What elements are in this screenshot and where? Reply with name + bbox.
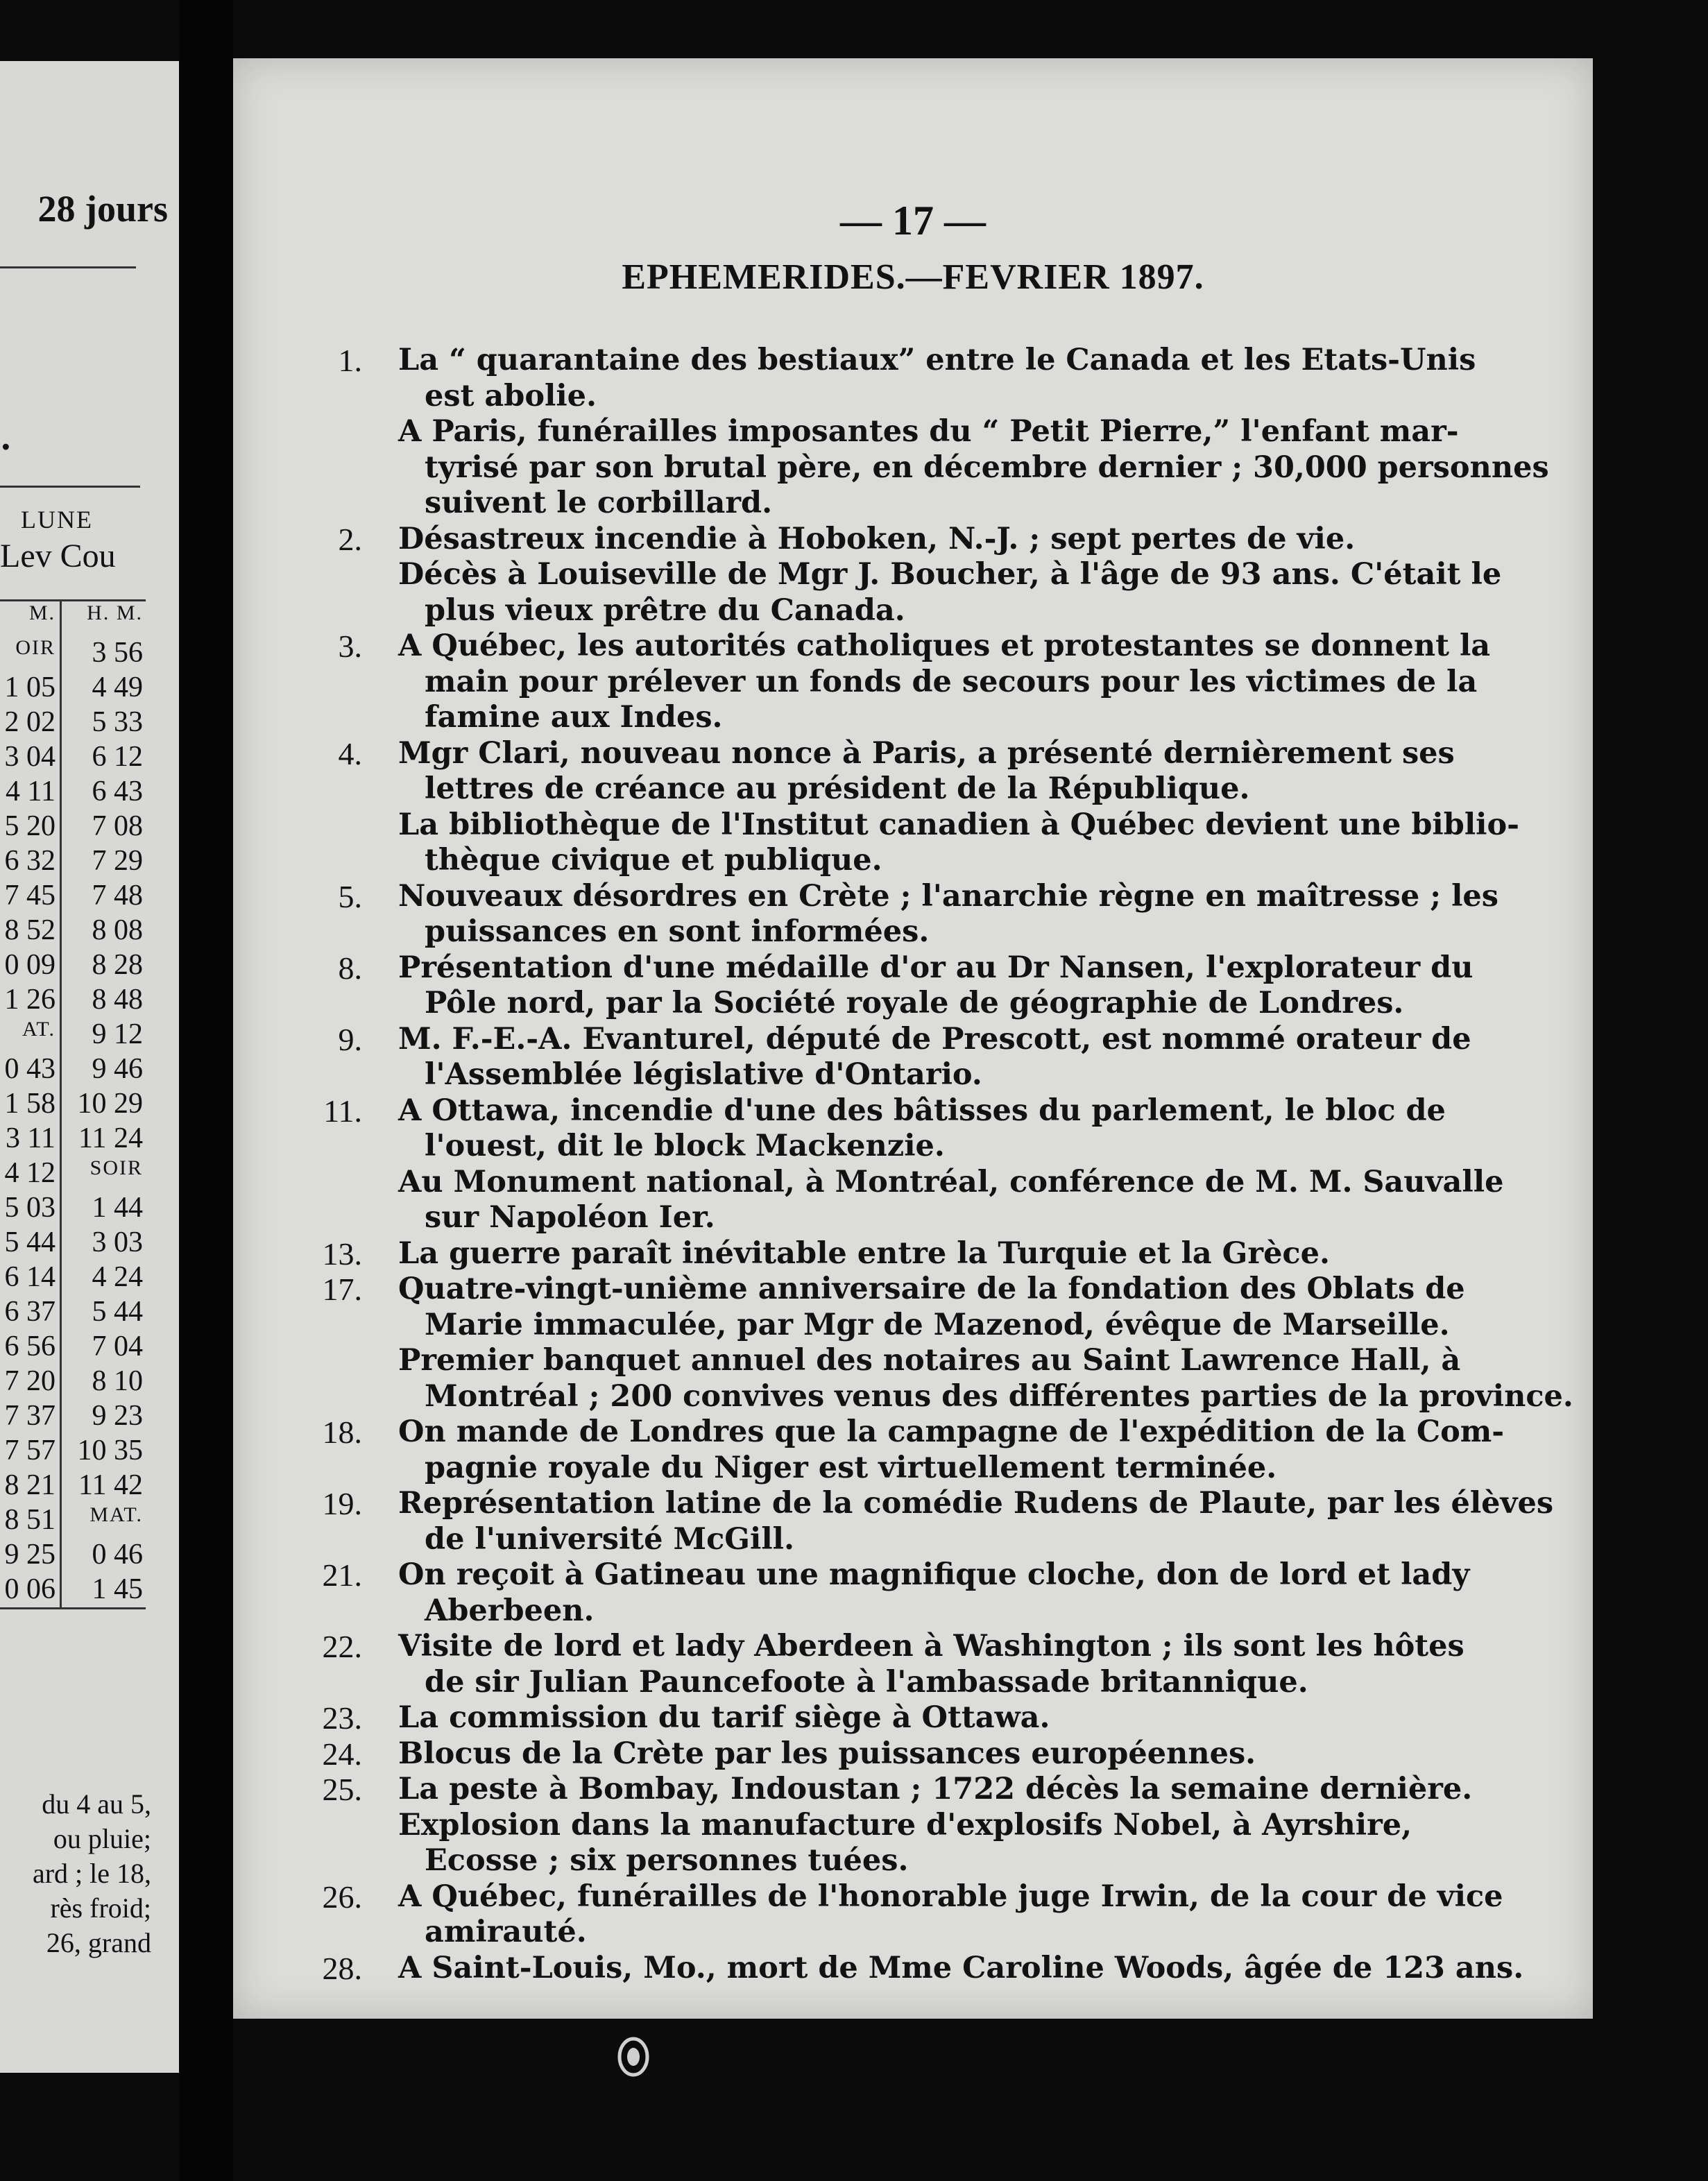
ephemeris-entry: [301, 343, 1549, 522]
moon-table-cell: 3 04: [4, 741, 55, 773]
entry-paragraph: [398, 1093, 1536, 1165]
entry-line: Explosion dans la manufacture d'explosifs Nobel, à Ayrshire,: [398, 1807, 1412, 1842]
moon-table-cell: 8 48: [92, 984, 143, 1016]
moon-table-cell: 9 12: [92, 1018, 143, 1050]
moon-table-cell: 4 49: [92, 672, 143, 703]
left-note-line: 26, grand: [46, 1927, 151, 1958]
entry-paragraph: [398, 1414, 1536, 1486]
ephemeris-entry: [301, 1951, 1536, 1987]
moon-table-cell: 1 45: [92, 1573, 143, 1605]
moon-table-row: [0, 1087, 146, 1122]
entry-paragraph: [398, 1629, 1536, 1700]
moon-table-cell: 4 12: [4, 1157, 55, 1189]
entry-paragraph: [398, 522, 1536, 558]
entry-line: La bibliothèque de l'Institut canadien à Québec devient une biblio-: [398, 807, 1520, 842]
book-binding-gutter: [179, 0, 233, 2181]
moon-table-row: [0, 1052, 146, 1087]
ephemeris-entry: [301, 1093, 1536, 1236]
moon-table-row: [0, 914, 146, 948]
page-number: — 17 —: [840, 198, 986, 243]
entry-paragraph: [398, 343, 1536, 414]
ephemerides-list: [301, 343, 1573, 1986]
moon-table-row: [0, 948, 146, 983]
entry-line: Au Monument national, à Montréal, conférence de M. M. Sauvalle: [398, 1164, 1504, 1199]
moon-table-cell: 7 45: [4, 880, 55, 912]
moon-table-row: [0, 844, 146, 879]
left-page-header: 28 jours: [37, 188, 168, 230]
moon-table-cell: 0 09: [4, 949, 55, 981]
entry-line: thèque civique et publique.: [425, 843, 882, 878]
left-page-dot: .: [0, 419, 12, 458]
entry-date: 26.: [322, 1879, 362, 1915]
entry-line: La peste à Bombay, Indoustan ; 1722 décès la semaine dernière.: [398, 1772, 1473, 1806]
entry-line: Aberbeen.: [425, 1593, 595, 1628]
moon-table-cell: 11 24: [78, 1122, 143, 1154]
left-header-rule: [0, 266, 136, 268]
lune-label: LUNE: [21, 506, 93, 533]
left-note-line: du 4 au 5,: [42, 1788, 151, 1820]
ephemeris-entry: [301, 950, 1536, 1022]
moon-table-row: [0, 1191, 146, 1226]
entry-date: 2.: [338, 521, 362, 557]
entry-paragraph: [398, 736, 1536, 807]
ephemeris-entry: [301, 1414, 1536, 1486]
entry-line: A Québec, funérailles de l'honorable juge Irwin, de la cour de vice: [398, 1879, 1503, 1914]
entry-line: La guerre paraît inévitable entre la Turquie et la Grèce.: [398, 1235, 1330, 1271]
printer-ornament-icon: [615, 2034, 652, 2080]
entry-line: A Québec, les autorités catholiques et protestantes se donnent la: [398, 628, 1491, 663]
ephemeris-entry: [301, 1629, 1536, 1700]
moon-table-row: [0, 1365, 146, 1399]
entry-paragraph: [398, 1951, 1536, 1987]
entry-line: Premier banquet annuel des notaires au Saint Lawrence Hall, à: [398, 1343, 1461, 1378]
moon-table-row: [0, 1260, 146, 1295]
moon-table-cell: 8 08: [92, 914, 143, 946]
entry-paragraph: [398, 1165, 1536, 1236]
entry-line: est abolie.: [425, 378, 597, 413]
entry-line: A Saint-Louis, Mo., mort de Mme Caroline Woods, âgée de 123 ans.: [398, 1950, 1524, 1985]
moon-table-cell: 5 03: [4, 1192, 55, 1224]
moon-table-cell: 6 12: [92, 741, 143, 773]
ephemeris-entry: [301, 1486, 1554, 1557]
moon-table-cell: 9 25: [4, 1539, 55, 1571]
moon-table-cell: 10 29: [77, 1088, 143, 1120]
entry-line: sur Napoléon Ier.: [425, 1200, 715, 1235]
ephemeris-entry: [301, 736, 1536, 879]
moon-table-row: [0, 1156, 146, 1191]
moon-table-cell: 6 37: [4, 1296, 55, 1328]
moon-table-cell: 6 32: [4, 845, 55, 877]
entry-paragraph: [398, 557, 1536, 628]
entry-paragraph: [398, 1343, 1573, 1414]
entry-line: Marie immaculée, par Mgr de Mazenod, évêque de Marseille.: [425, 1307, 1450, 1342]
entry-line: de sir Julian Pauncefoote à l'ambassade britannique.: [425, 1664, 1308, 1700]
moon-table-row: [0, 983, 146, 1018]
entry-date: 19.: [322, 1486, 362, 1521]
entry-paragraph: [398, 807, 1536, 879]
moon-table-header-cell: M.: [28, 601, 55, 624]
moon-table-cell: 4 11: [6, 776, 55, 807]
moon-table-row: [0, 1573, 146, 1607]
moon-table-row: [0, 1226, 146, 1260]
entry-date: 9.: [338, 1021, 362, 1057]
entry-line: On reçoit à Gatineau une magnifique cloche, don de lord et lady: [398, 1557, 1470, 1592]
entry-line: Désastreux incendie à Hoboken, N.-J. ; sept pertes de vie.: [398, 521, 1356, 556]
entry-line: La “ quarantaine des bestiaux” entre le Canada et les Etats-Unis: [398, 343, 1476, 377]
entry-line: Visite de lord et lady Aberdeen à Washington ; ils sont les hôtes: [398, 1629, 1464, 1663]
entry-date: 5.: [338, 878, 362, 914]
moon-table-cell: 7 20: [4, 1365, 55, 1397]
entry-date: 1.: [338, 343, 362, 378]
entry-line: La commission du tarif siège à Ottawa.: [398, 1700, 1050, 1735]
entry-line: M. F.-E.-A. Evanturel, député de Prescott, est nommé orateur de: [398, 1021, 1471, 1057]
left-note-line: rès froid;: [50, 1892, 151, 1924]
moon-table-cell: 2 02: [4, 706, 55, 738]
entry-line: Quatre-vingt-unième anniversaire de la fondation des Oblats de: [398, 1272, 1465, 1306]
entry-line: l'ouest, dit le block Mackenzie.: [425, 1129, 945, 1163]
moon-table-row: [0, 705, 146, 740]
moon-table-cell: 9 23: [92, 1400, 143, 1432]
moon-table-cell: 0 46: [92, 1539, 143, 1571]
moon-table-row: [0, 879, 146, 914]
moon-table-header-cell: H. M.: [87, 601, 143, 624]
entry-date: 8.: [338, 950, 362, 986]
moon-table-cell: 7 57: [4, 1435, 55, 1466]
moon-table-cell: 10 35: [77, 1435, 143, 1466]
entry-date: 17.: [322, 1272, 362, 1307]
left-table-top-rule: [0, 486, 140, 488]
ephemeris-entry: [301, 1022, 1536, 1093]
entry-paragraph: [398, 1808, 1536, 1879]
moon-table-row: [0, 1330, 146, 1365]
moon-table-cell: 6 56: [4, 1331, 55, 1362]
moon-table-cell: OIR: [15, 636, 55, 659]
moon-table-row: [0, 740, 146, 775]
ephemeris-entry: [301, 1879, 1536, 1951]
moon-table-cell: 7 37: [4, 1400, 55, 1432]
entry-line: A Paris, funérailles imposantes du “ Petit Pierre,” l'enfant mar-: [398, 414, 1459, 449]
ephemeris-entry: [301, 628, 1536, 736]
entry-line: main pour prélever un fonds de secours pour les victimes de la: [425, 664, 1478, 699]
entry-date: 3.: [338, 628, 362, 664]
entry-line: de l'université McGill.: [425, 1521, 794, 1557]
moon-table-row: [0, 671, 146, 705]
moon-table-row: [0, 1538, 146, 1573]
entry-line: Ecosse ; six personnes tuées.: [425, 1843, 909, 1878]
moon-table-cell: 7 08: [92, 810, 143, 842]
entry-line: Décès à Louiseville de Mgr J. Boucher, à l'âge de 93 ans. C'était le: [398, 557, 1502, 592]
moon-table-cell: 8 10: [92, 1365, 143, 1397]
entry-line: tyrisé par son brutal père, en décembre dernier ; 30,000 personnes: [425, 450, 1549, 485]
entry-line: On mande de Londres que la campagne de l'expédition de la Com-: [398, 1414, 1505, 1449]
moon-table-cell: 8 21: [4, 1469, 55, 1501]
entry-line: Présentation d'une médaille d'or au Dr Nansen, l'explorateur du: [398, 950, 1474, 985]
moon-table-cell: MAT.: [89, 1503, 143, 1526]
moon-table-cell: 0 06: [4, 1573, 55, 1605]
ephemeris-entry: [301, 1272, 1573, 1414]
entry-paragraph: [398, 1272, 1536, 1343]
ephemerides-page: [233, 58, 1593, 2019]
moon-table-cell: 4 24: [92, 1261, 143, 1293]
entry-line: Blocus de la Crète par les puissances européennes.: [398, 1736, 1256, 1771]
entry-paragraph: [398, 1879, 1536, 1951]
moon-table-cell: 5 44: [92, 1296, 143, 1328]
entry-paragraph: [398, 1236, 1536, 1272]
moon-table-cell: 7 29: [92, 845, 143, 877]
moon-table-row: [0, 1018, 146, 1052]
ephemeris-entry: [301, 1772, 1536, 1879]
entry-paragraph: [398, 1022, 1536, 1093]
entry-date: 18.: [322, 1414, 362, 1450]
moon-table-row: [0, 1122, 146, 1156]
moon-table-row: [0, 1469, 146, 1503]
moon-table-row: [0, 1399, 146, 1434]
moon-table-row: [0, 810, 146, 844]
entry-paragraph: [398, 1486, 1554, 1557]
page-title: EPHEMERIDES.—FEVRIER 1897.: [622, 257, 1204, 297]
entry-line: plus vieux prêtre du Canada.: [425, 592, 905, 628]
ephemeris-entry: [301, 1700, 1536, 1736]
entry-paragraph: [398, 879, 1536, 950]
entry-line: lettres de créance au président de la République.: [425, 771, 1250, 806]
entry-line: A Ottawa, incendie d'une des bâtisses du parlement, le bloc de: [398, 1093, 1446, 1128]
moon-table-cell: 11 42: [78, 1469, 143, 1501]
ephemeris-entry: [301, 1236, 1536, 1272]
moon-table-cell: 5 20: [4, 810, 55, 842]
entry-paragraph: [398, 628, 1536, 736]
entry-paragraph: [398, 1772, 1536, 1808]
moon-table-cell: 7 04: [92, 1331, 143, 1362]
ephemeris-entry: [301, 1736, 1536, 1772]
moon-table-cell: 8 51: [4, 1504, 55, 1536]
moon-table-cell: 3 56: [92, 637, 143, 669]
entry-date: 4.: [338, 735, 362, 771]
moon-table-cell: 0 43: [4, 1053, 55, 1085]
moon-table-cell: 1 26: [4, 984, 55, 1016]
previous-page-strip: [0, 61, 179, 2073]
moon-table-row: [0, 775, 146, 810]
entry-line: puissances en sont informées.: [425, 914, 930, 949]
entry-paragraph: [398, 1700, 1536, 1736]
moon-table-cell: AT.: [22, 1018, 55, 1041]
entry-paragraph: [398, 414, 1549, 522]
entry-date: 24.: [322, 1736, 362, 1772]
moon-table-cell: 3 03: [92, 1226, 143, 1258]
moon-table-cell: 1 05: [4, 672, 55, 703]
entry-date: 11.: [323, 1093, 362, 1129]
moon-table-row: [0, 636, 146, 671]
entry-line: Montréal ; 200 convives venus des différentes parties de la province.: [425, 1378, 1573, 1414]
moon-table-cell: 9 46: [92, 1053, 143, 1085]
moon-table-cell: 8 52: [4, 914, 55, 946]
moon-table-header: [0, 601, 146, 636]
entry-line: pagnie royale du Niger est virtuellement terminée.: [425, 1450, 1277, 1485]
entry-paragraph: [398, 1736, 1536, 1772]
ephemeris-entry: [301, 1557, 1536, 1629]
moon-table-cell: 7 48: [92, 880, 143, 912]
entry-date: 22.: [322, 1629, 362, 1664]
ephemeris-entry: [301, 522, 1536, 629]
moon-table-row: [0, 1434, 146, 1469]
ephemeris-entry: [301, 879, 1536, 950]
moon-table-cell: 1 44: [92, 1192, 143, 1224]
moon-table-cell: 3 11: [6, 1122, 55, 1154]
moon-table-cell: 5 33: [92, 706, 143, 738]
entry-date: 21.: [322, 1557, 362, 1593]
entry-line: famine aux Indes.: [425, 700, 723, 735]
entry-line: Pôle nord, par la Société royale de géographie de Londres.: [425, 986, 1404, 1020]
moon-table-cell: 6 14: [4, 1261, 55, 1293]
entry-paragraph: [398, 950, 1536, 1022]
lev-cou-label: Lev Cou: [0, 538, 116, 574]
moon-table-cell: 5 44: [4, 1226, 55, 1258]
entry-line: suivent le corbillard.: [425, 486, 773, 520]
moon-table-cell: 8 28: [92, 949, 143, 981]
entry-line: l'Assemblée législative d'Ontario.: [425, 1057, 982, 1092]
entry-line: Mgr Clari, nouveau nonce à Paris, a présenté dernièrement ses: [398, 735, 1455, 771]
moon-table-row: [0, 1503, 146, 1538]
entry-line: amirauté.: [425, 1915, 587, 1949]
entry-line: Nouveaux désordres en Crète ; l'anarchie règne en maîtresse ; les: [398, 878, 1498, 914]
moon-table-cell: SOIR: [89, 1156, 143, 1179]
moon-table-cell: 6 43: [92, 776, 143, 807]
entry-date: 28.: [322, 1950, 362, 1986]
entry-line: Représentation latine de la comédie Rudens de Plaute, par les élèves: [398, 1486, 1554, 1521]
left-page-notes: [0, 1787, 151, 1960]
entry-date: 13.: [322, 1235, 362, 1272]
entry-date: 23.: [322, 1700, 362, 1736]
entry-paragraph: [398, 1557, 1536, 1629]
left-note-line: ard ; le 18,: [32, 1858, 151, 1889]
moon-table: [0, 599, 146, 1609]
moon-table-row: [0, 1295, 146, 1330]
left-note-line: ou pluie;: [53, 1823, 151, 1854]
entry-date: 25.: [322, 1772, 362, 1807]
moon-table-cell: 1 58: [4, 1088, 55, 1120]
